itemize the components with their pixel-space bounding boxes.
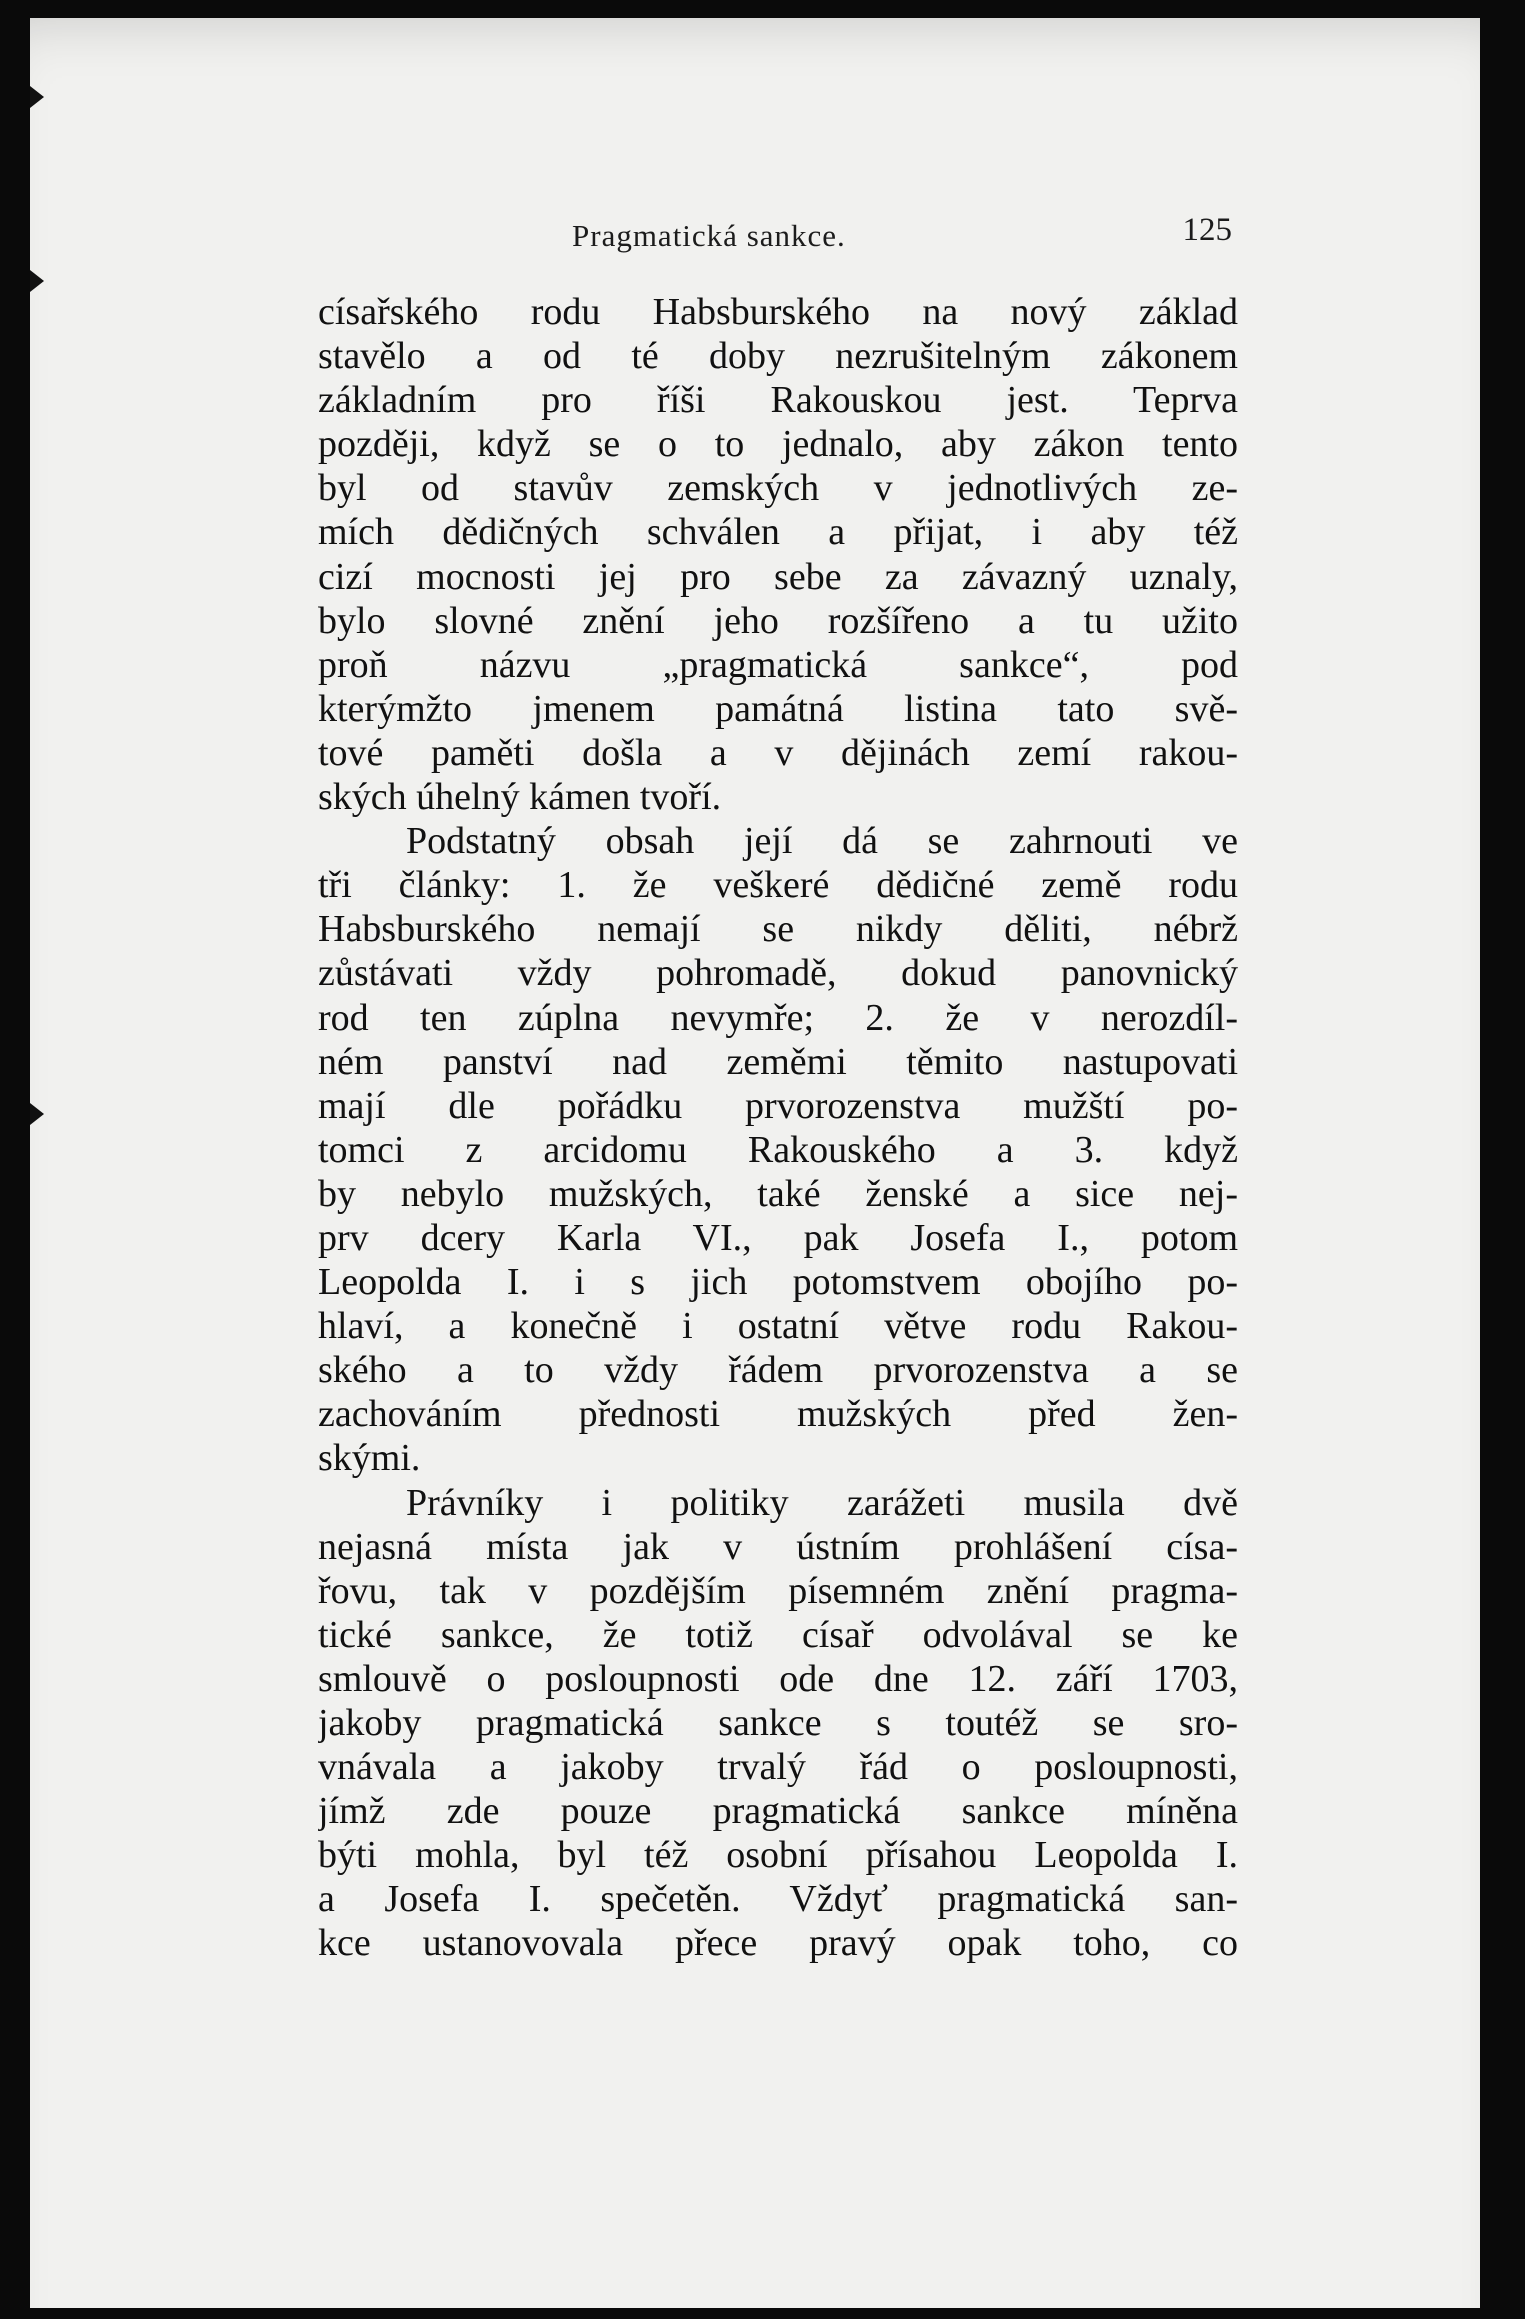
text-line: později, když se o to jednalo, aby zákon tento xyxy=(318,423,1238,466)
running-title: Pragmatická sankce. xyxy=(572,218,846,253)
text-line: Leopolda I. i s jich potomstvem obojího po- xyxy=(318,1261,1238,1304)
text-line: by nebylo mužských, také ženské a sice nej- xyxy=(318,1172,1238,1215)
text-line: rod ten zúplna nevymře; 2. že v nerozdíl- xyxy=(318,996,1238,1039)
text-line: a Josefa I. spečetěn. Vždyť pragmatická san- xyxy=(318,1878,1238,1921)
page-edge-mark xyxy=(30,1103,44,1125)
body-text xyxy=(318,290,1238,1966)
page-edge-mark xyxy=(30,270,44,292)
text-line: jakoby pragmatická sankce s toutéž se sro- xyxy=(318,1702,1238,1744)
text-line: smlouvě o posloupnosti ode dne 12. září 1703, xyxy=(318,1657,1238,1700)
text-line: jímž zde pouze pragmatická sankce míněna xyxy=(318,1790,1238,1833)
text-line: mají dle pořádku prvorozenstva mužští po- xyxy=(318,1084,1238,1127)
text-line: bylo slovné znění jeho rozšířeno a tu užito xyxy=(318,599,1238,642)
text-line: tři články: 1. že veškeré dědičné země rodu xyxy=(318,864,1238,907)
text-line: kce ustanovovala přece pravý opak toho, co xyxy=(318,1922,1238,1965)
text-line: Habsburského nemají se nikdy děliti, nébrž xyxy=(318,908,1238,951)
text-line: stavělo a od té doby nezrušitelným zákonem xyxy=(318,335,1238,378)
page-edge-mark xyxy=(30,86,44,108)
text-line: mích dědičných schválen a přijat, i aby též xyxy=(318,511,1238,554)
text-line: ského a to vždy řádem prvorozenstva a se xyxy=(318,1349,1238,1392)
text-line: ném panství nad zeměmi těmito nastupovati xyxy=(318,1040,1238,1083)
page-number: 125 xyxy=(1182,212,1232,248)
text-line: tické sankce, že totiž císař odvolával se ke xyxy=(318,1613,1238,1656)
text-line: ských úhelný kámen tvoří. xyxy=(318,776,722,819)
text-line: vnávala a jakoby trvalý řád o posloupnosti, xyxy=(318,1746,1238,1789)
text-line: základním pro říši Rakouskou jest. Teprva xyxy=(318,379,1238,422)
text-line: hlaví, a konečně i ostatní větve rodu Rakou- xyxy=(318,1305,1238,1348)
text-line: nejasná místa jak v ústním prohlášení císa- xyxy=(318,1525,1238,1568)
text-line: Podstatný obsah její dá se zahrnouti ve xyxy=(406,820,1238,863)
text-line: Právníky i politiky zarážeti musila dvě xyxy=(406,1481,1238,1524)
text-line: skými. xyxy=(318,1437,421,1480)
text-line: proň názvu „pragmatická sankce“, pod xyxy=(318,643,1238,686)
text-line: zachováním přednosti mužských před žen- xyxy=(318,1393,1238,1436)
text-line: císařského rodu Habsburského na nový základ xyxy=(318,291,1238,333)
text-line: zůstávati vždy pohromadě, dokud panovnický xyxy=(318,952,1238,995)
text-line: prv dcery Karla VI., pak Josefa I., potom xyxy=(318,1216,1238,1259)
text-line: kterýmžto jmenem památná listina tato svě- xyxy=(318,687,1238,730)
text-line: řovu, tak v pozdějším písemném znění pragma- xyxy=(318,1569,1238,1612)
text-line: cizí mocnosti jej pro sebe za závazný uznaly, xyxy=(318,555,1238,598)
page-header xyxy=(292,212,1242,252)
text-line: tomci z arcidomu Rakouského a 3. když xyxy=(318,1128,1238,1171)
text-line: tové paměti došla a v dějinách zemí rakou- xyxy=(318,731,1238,774)
text-line: byl od stavův zemských v jednotlivých ze- xyxy=(318,467,1238,510)
text-line: býti mohla, byl též osobní přísahou Leopolda I. xyxy=(318,1834,1238,1877)
